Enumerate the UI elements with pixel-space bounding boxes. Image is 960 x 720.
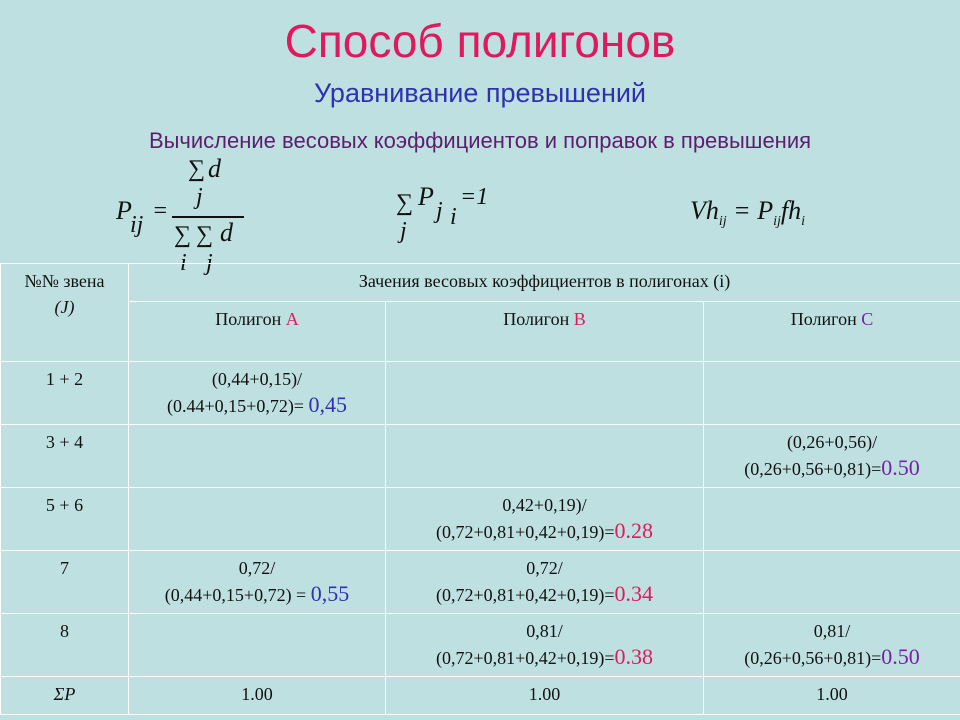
formula1-j-top: j	[196, 184, 203, 210]
formula1-fraction-bar	[172, 216, 244, 218]
cell-line2	[388, 518, 701, 545]
formula3-Vh: Vh	[690, 196, 719, 225]
cell-line2	[388, 644, 701, 671]
cell-line1: 0,72/	[526, 558, 563, 578]
formula1-d-bottom: d	[220, 218, 233, 247]
cell-polygon-a	[129, 551, 386, 614]
cell-line2	[131, 392, 383, 419]
polygon-label: Полигон	[503, 309, 570, 329]
sum-polygon-b: 1.00	[386, 677, 704, 715]
formula3-i: i	[801, 214, 806, 230]
cell-line1: 0,42+0,19)/	[502, 495, 587, 515]
cell-expression: (0,72+0,81+0,42+0,19)=	[435, 648, 615, 668]
formula-correction	[690, 196, 805, 230]
formula1-eq: =	[152, 198, 169, 224]
cell-line1: 0,81/	[813, 621, 851, 641]
polygon-c-letter: C	[861, 309, 874, 329]
cell-line2	[706, 455, 958, 482]
cell-expression: (0,44+0,15+0,72) =	[164, 585, 311, 605]
formula3-ij2: ij	[773, 214, 781, 230]
formula1-sum-j: ∑	[196, 222, 214, 248]
cell-expression: (0,26+0,56+0,81)=	[744, 648, 882, 668]
cell-line2	[388, 581, 701, 608]
formula3-ij: ij	[718, 214, 727, 230]
formula2-sum: ∑	[396, 190, 414, 216]
formula1-sum-top: ∑	[188, 156, 206, 182]
cell-value: 0.50	[881, 644, 920, 669]
cell-expression: (0,72+0,81+0,42+0,19)=	[435, 585, 615, 605]
polygon-label: Полигон	[790, 309, 857, 329]
row-number: 8	[1, 614, 129, 677]
formula1-P: P	[116, 196, 132, 225]
row-number: 5 + 6	[1, 488, 129, 551]
cell-polygon-b	[386, 488, 704, 551]
sum-label: ΣP	[1, 677, 129, 715]
row-number: 7	[1, 551, 129, 614]
formula2-i: i	[450, 204, 457, 230]
table-row	[1, 488, 960, 551]
cell-line1: (0,44+0,15)/	[211, 369, 303, 389]
header-polygon-a	[129, 302, 386, 362]
cell-expression: (0,26+0,56+0,81)=	[744, 459, 882, 479]
cell-line1: 0,81/	[526, 621, 563, 641]
formula2-j-under: j	[400, 218, 407, 244]
cell-expression: (0,72+0,81+0,42+0,19)=	[435, 522, 615, 542]
cell-value: 0,55	[310, 581, 350, 606]
table-row	[1, 425, 960, 488]
cell-value: 0,45	[308, 392, 347, 417]
header-link-number-j: (J)	[54, 297, 75, 317]
cell-polygon-a	[129, 425, 386, 488]
cell-polygon-b	[386, 614, 704, 677]
cell-polygon-b	[386, 362, 704, 425]
table-row	[1, 551, 960, 614]
formula2-j: j	[436, 198, 443, 224]
row-number: 3 + 4	[1, 425, 129, 488]
cell-polygon-c	[704, 488, 960, 551]
formula1-d-top: d	[208, 154, 221, 183]
formula1-ij: ij	[130, 212, 144, 238]
cell-polygon-b	[386, 551, 704, 614]
formula1-i-bottom: i	[180, 250, 187, 276]
cell-line2	[131, 581, 383, 608]
header-polygon-c	[704, 302, 960, 362]
header-link-number	[1, 264, 129, 362]
formula1-sum-i: ∑	[174, 222, 192, 248]
polygon-a-letter: A	[285, 309, 299, 329]
cell-line1: (0,26+0,56)/	[786, 432, 878, 452]
formula1-j-bottom: j	[206, 250, 213, 276]
polygon-label: Полигон	[215, 309, 282, 329]
sum-polygon-a: 1.00	[129, 677, 386, 715]
slide-subtitle: Уравнивание превышений	[313, 78, 647, 108]
formula3-eqP: = P	[726, 196, 774, 225]
cell-polygon-a	[129, 362, 386, 425]
cell-value: 0.50	[881, 455, 920, 480]
cell-polygon-c	[704, 614, 960, 677]
slide-title: Способ полигонов	[284, 15, 676, 67]
row-number: 1 + 2	[1, 362, 129, 425]
cell-value: 0.34	[614, 581, 654, 606]
cell-polygon-c	[704, 425, 960, 488]
cell-line1: 0,72/	[238, 558, 276, 578]
table-row	[1, 614, 960, 677]
header-weights: Зачения весовых коэффициентов в полигонах (i)	[129, 264, 960, 302]
cell-value: 0.28	[614, 518, 654, 543]
cell-polygon-c	[704, 551, 960, 614]
cell-line2	[706, 644, 958, 671]
formula2-eq1: =1	[460, 184, 489, 210]
cell-polygon-a	[129, 614, 386, 677]
formula2-P: P	[418, 182, 434, 211]
weights-table	[0, 263, 960, 715]
sum-row	[1, 677, 960, 715]
cell-expression: (0.44+0,15+0,72)=	[167, 396, 309, 416]
sum-polygon-c: 1.00	[704, 677, 960, 715]
header-polygon-b	[386, 302, 704, 362]
section-heading: Вычисление весовых коэффициентов и поправок в превышения	[148, 128, 812, 153]
cell-polygon-b	[386, 425, 704, 488]
cell-value: 0.38	[614, 644, 654, 669]
cell-polygon-c	[704, 362, 960, 425]
header-link-number-label: №№ звена	[24, 271, 105, 291]
polygon-b-letter: B	[573, 309, 586, 329]
cell-polygon-a	[129, 488, 386, 551]
table-row	[1, 362, 960, 425]
formula3-fh: fh	[780, 196, 802, 225]
